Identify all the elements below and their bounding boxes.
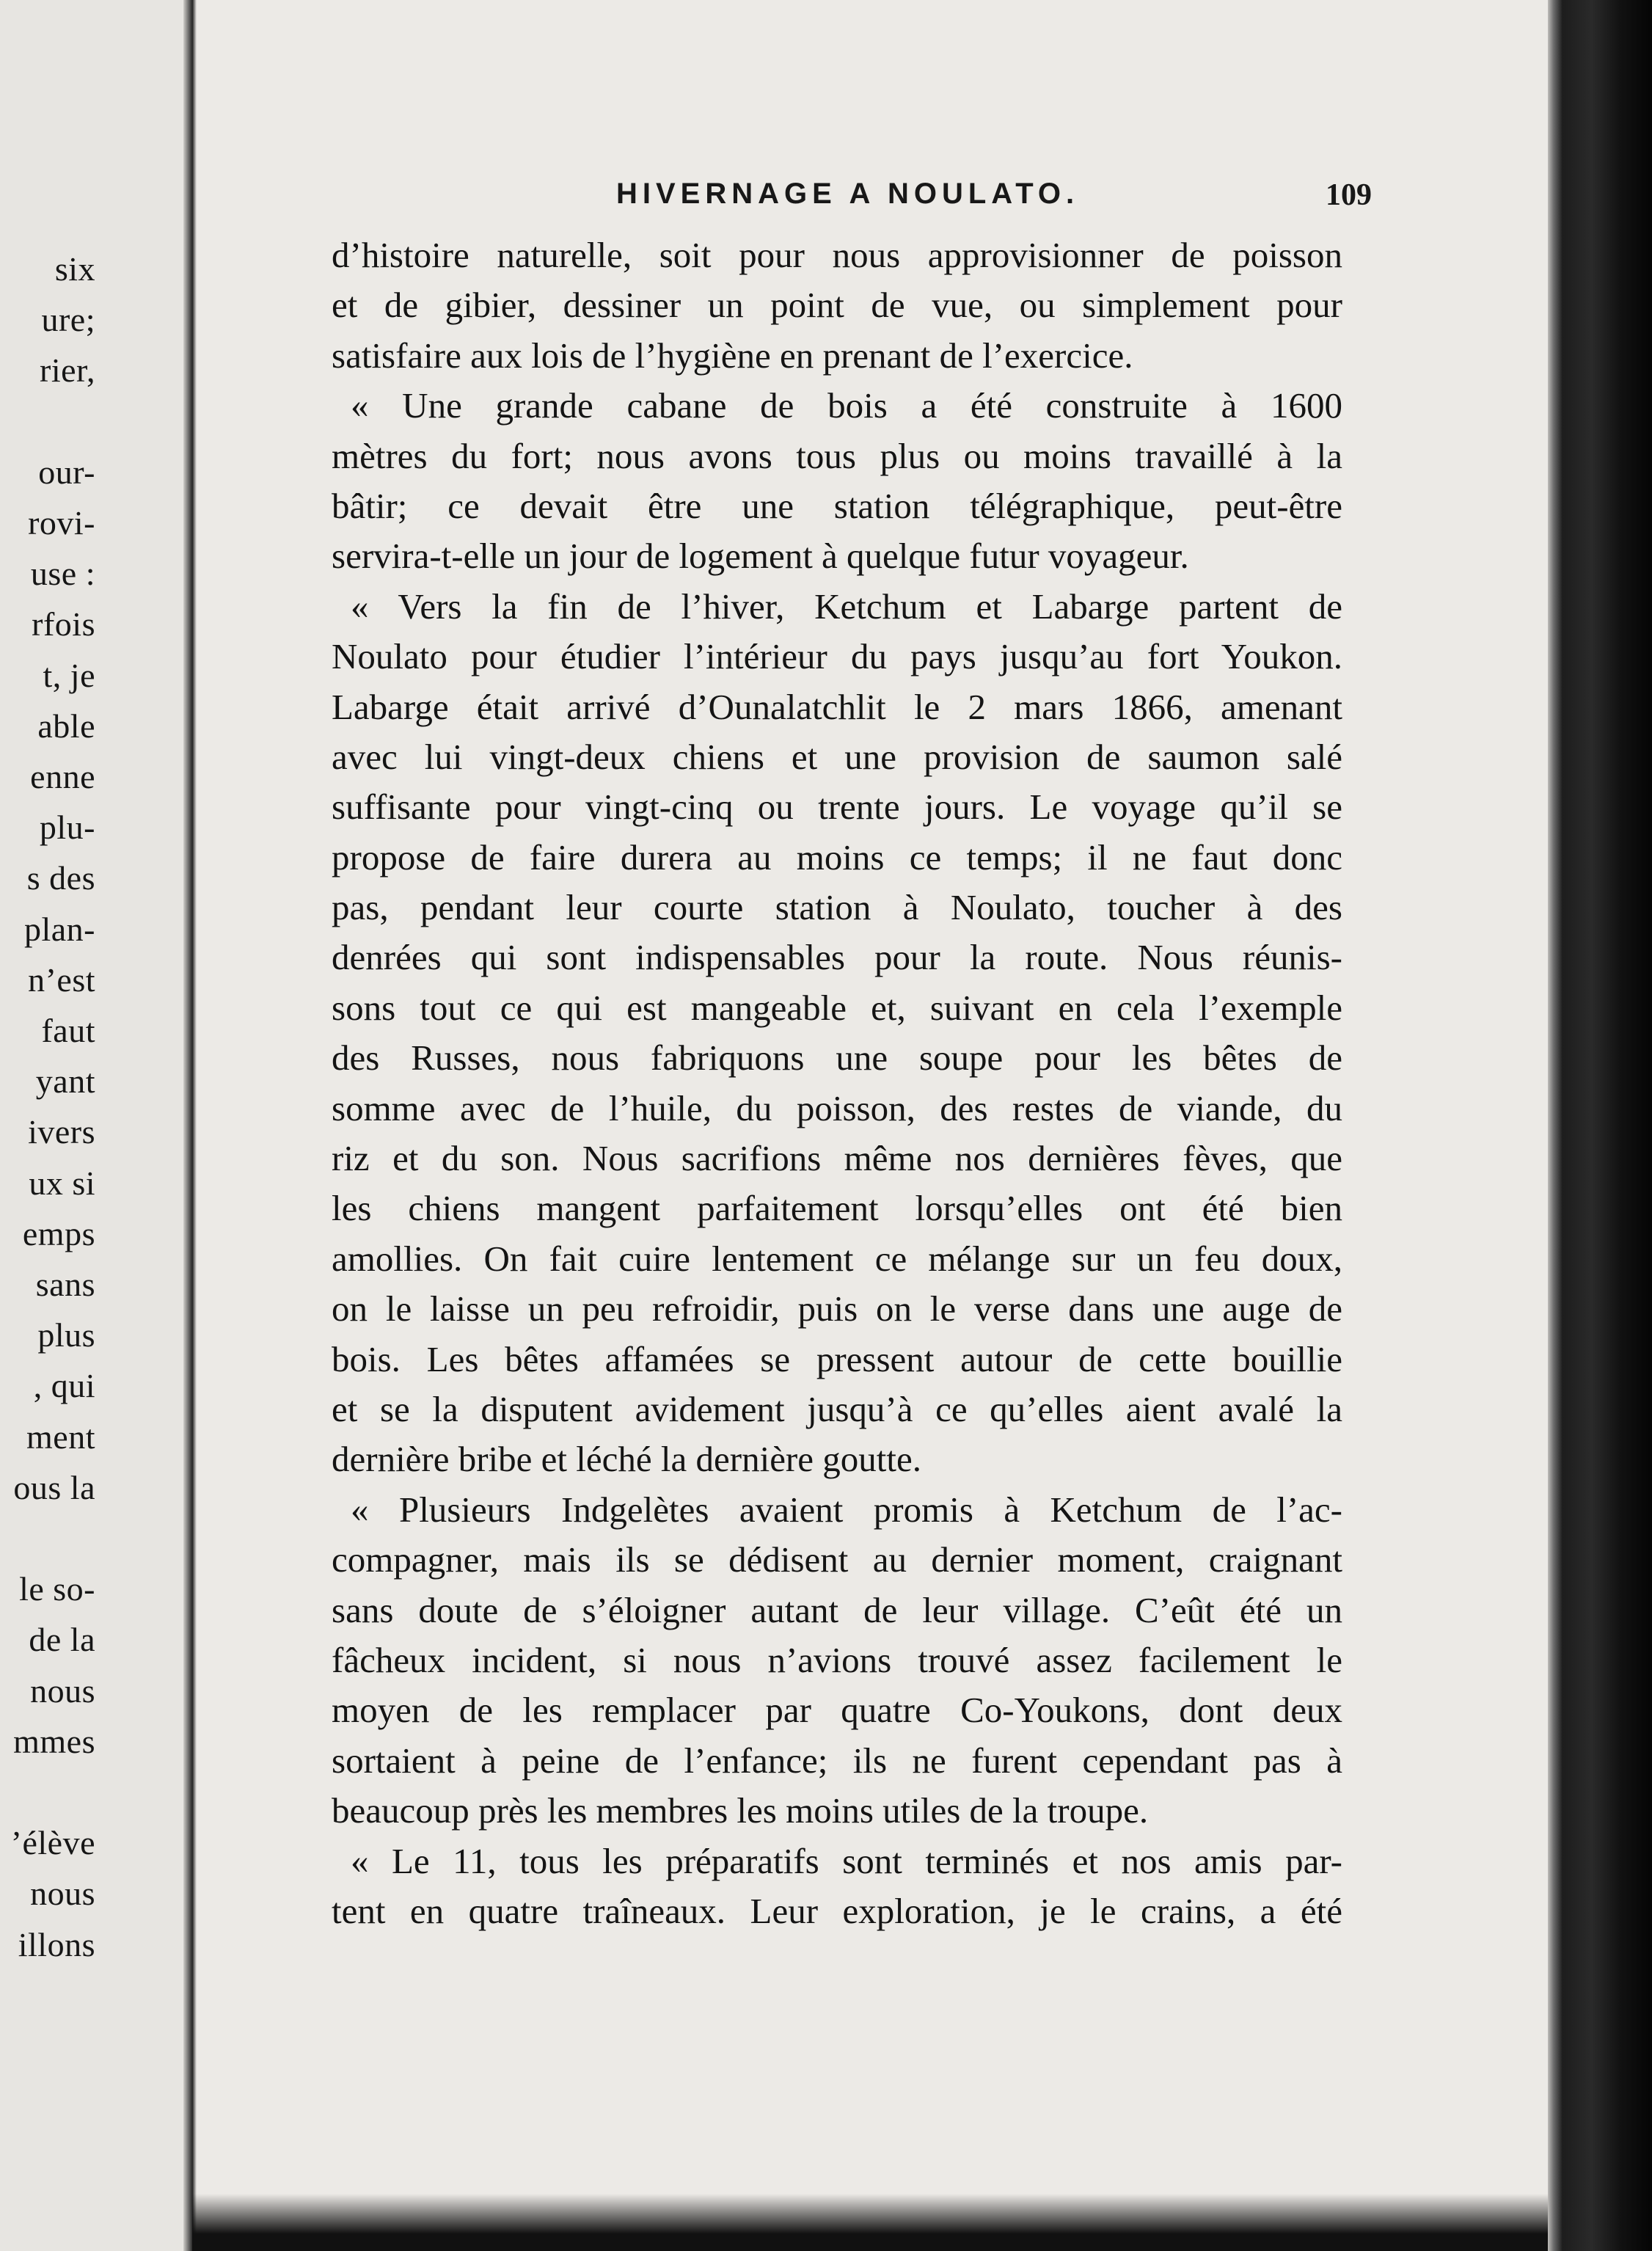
text-line: avec lui vingt-deux chiens et une provision de saumon salé <box>332 736 1342 777</box>
page-fold-shadow <box>183 0 192 2251</box>
text-line: on le laisse un peu refroidir, puis on le verse dans une auge de <box>332 1288 1342 1329</box>
text-line: fâcheux incident, si nous n’avions trouvé assez facilement le <box>332 1639 1342 1680</box>
previous-page-line: illons <box>18 1925 95 1963</box>
text-line: bois. Les bêtes affamées se pressent autour de cette bouillie <box>332 1338 1342 1379</box>
text-line: Labarge était arrivé d’Ounalatchlit le 2 mars 1866, amenant <box>332 686 1342 727</box>
previous-page-line: ivers <box>28 1113 95 1151</box>
page-gutter-edge <box>192 0 197 2251</box>
text-line: Noulato pour étudier l’intérieur du pays jusqu’au fort Youkon. <box>332 636 1342 677</box>
previous-page-line: rovi- <box>28 504 95 541</box>
text-line: « Le 11, tous les préparatifs sont terminés et nos amis par- <box>351 1840 1342 1881</box>
text-line: les chiens mangent parfaitement lorsqu’elles ont été bien <box>332 1188 1342 1229</box>
book-binding-edge <box>1548 0 1652 2251</box>
text-line: des Russes, nous fabriquons une soupe pour les bêtes de <box>332 1037 1342 1079</box>
previous-page-line: enne <box>30 758 95 795</box>
text-line: pas, pendant leur courte station à Noulato, toucher à des <box>332 887 1342 928</box>
text-line: et se la disputent avidement jusqu’à ce qu’elles aient avalé la <box>332 1388 1342 1429</box>
text-line: moyen de les remplacer par quatre Co-Youkons, dont deux <box>332 1690 1342 1731</box>
previous-page-line: our- <box>38 453 95 491</box>
text-line: satisfaire aux lois de l’hygiène en prenant de l’exercice. <box>332 335 1133 376</box>
previous-page-line: rfois <box>32 605 95 643</box>
text-line: riz et du son. Nous sacrifions même nos dernières fèves, que <box>332 1138 1342 1179</box>
text-line: et de gibier, dessiner un point de vue, ou simplement pour <box>332 285 1342 326</box>
previous-page-line: ment <box>26 1418 95 1456</box>
previous-page-line: mmes <box>13 1722 95 1760</box>
previous-page-line: plus <box>37 1316 95 1354</box>
text-line: mètres du fort; nous avons tous plus ou moins travaillé à la <box>332 435 1342 476</box>
text-line: denrées qui sont indispensables pour la route. Nous réunis- <box>332 937 1342 978</box>
previous-page-line: faut <box>41 1012 95 1049</box>
text-line: amollies. On fait cuire lentement ce mélange sur un feu doux, <box>332 1238 1342 1279</box>
previous-page-line: sans <box>35 1266 95 1303</box>
page-header <box>616 178 1372 222</box>
previous-page-line: ux si <box>29 1164 95 1202</box>
text-line: servira-t-elle un jour de logement à quelque futur voyageur. <box>332 536 1189 577</box>
previous-page-line: , qui <box>33 1367 95 1405</box>
previous-page-line: t, je <box>43 656 95 694</box>
previous-page-line: ure; <box>41 301 95 339</box>
text-line: sans doute de s’éloigner autant de leur village. C’eût été un <box>332 1589 1342 1630</box>
text-line: d’histoire naturelle, soit pour nous approvisionner de poisson <box>332 235 1342 275</box>
previous-page-line: ous la <box>13 1468 95 1506</box>
text-line: tent en quatre traîneaux. Leur exploration, je le crains, a été <box>332 1890 1342 1931</box>
previous-page-line: yant <box>35 1062 95 1101</box>
previous-page-line: six <box>54 250 95 288</box>
previous-page-line: ’élève <box>10 1824 95 1862</box>
previous-page-line: plu- <box>39 809 95 847</box>
previous-page-line: le so- <box>19 1570 95 1608</box>
previous-page-line: plan- <box>23 910 95 948</box>
previous-page-line: n’est <box>28 960 95 999</box>
page-number: 109 <box>1326 178 1372 212</box>
text-line: somme avec de l’huile, du poisson, des restes de viande, du <box>332 1087 1342 1128</box>
text-line: sortaient à peine de l’enfance; ils ne furent cependant pas à <box>332 1740 1342 1781</box>
text-line: propose de faire durera au moins ce temps; il ne faut donc <box>332 836 1342 878</box>
previous-page-line: nous <box>30 1875 95 1913</box>
text-line: « Vers la fin de l’hiver, Ketchum et Labarge partent de <box>351 585 1342 627</box>
previous-page-line: s des <box>26 859 95 897</box>
previous-page-line: de la <box>29 1621 95 1659</box>
body-text <box>332 230 1342 1936</box>
text-line: bâtir; ce devait être une station télégraphique, peut-être <box>332 485 1342 526</box>
previous-page-line: nous <box>30 1671 95 1710</box>
previous-page-line: able <box>37 707 95 745</box>
previous-page-line: emps <box>22 1214 95 1252</box>
text-line: sons tout ce qui est mangeable et, suivant en cela l’exemple <box>332 987 1342 1028</box>
running-title: HIVERNAGE A NOULATO. <box>616 178 1080 210</box>
previous-page-line: rier, <box>40 351 95 390</box>
text-line: compagner, mais ils se dédisent au dernier moment, craignant <box>332 1539 1342 1580</box>
text-line: « Une grande cabane de bois a été construite à 1600 <box>351 385 1342 426</box>
previous-page-fragment <box>0 0 192 2251</box>
previous-page-line: use : <box>30 555 95 593</box>
page-bottom-shadow <box>192 2194 1548 2251</box>
text-line: beaucoup près les membres les moins utiles de la troupe. <box>332 1790 1149 1831</box>
text-line: dernière bribe et léché la dernière goutte. <box>332 1439 921 1480</box>
text-line: suffisante pour vingt-cinq ou trente jours. Le voyage qu’il se <box>332 787 1342 828</box>
text-line: « Plusieurs Indgelètes avaient promis à Ketchum de l’ac- <box>351 1489 1342 1530</box>
